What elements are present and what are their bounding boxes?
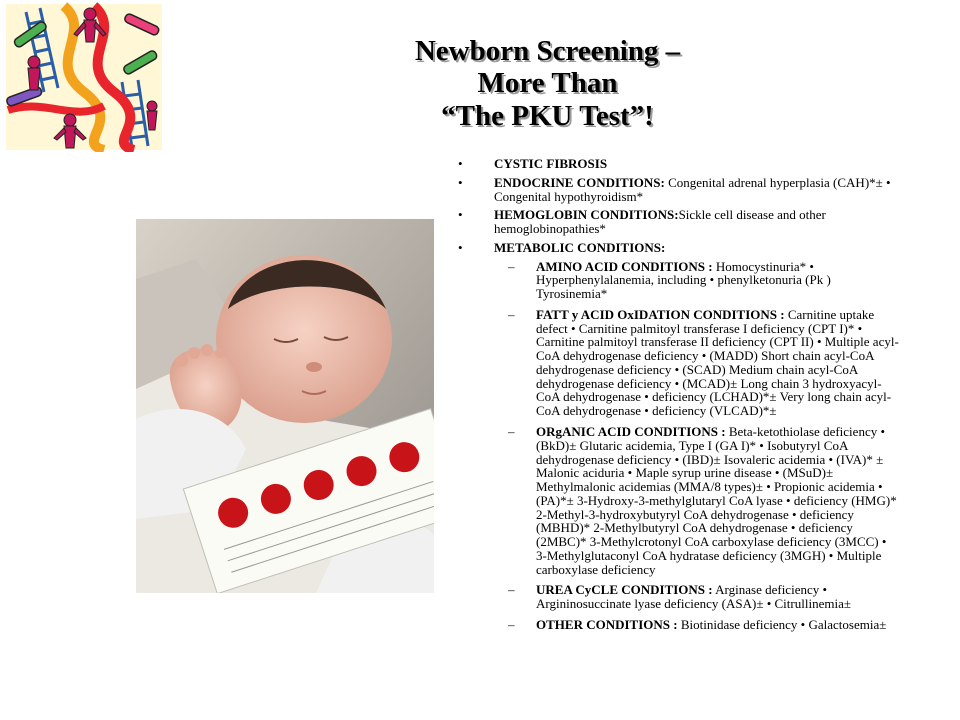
- sub-list-item: [494, 425, 900, 576]
- bullet: •: [458, 239, 463, 255]
- dash: –: [508, 616, 515, 632]
- sub-list-item: [494, 583, 900, 611]
- title-line-2: More Than: [477, 67, 618, 100]
- list-item: [458, 157, 900, 171]
- bullet: •: [458, 207, 463, 223]
- item-text: Congenital adrenal hyperplasia (CAH)*± • Congenital hypothyroidism*: [494, 174, 891, 204]
- dash: –: [508, 306, 515, 322]
- list-item: [458, 176, 900, 204]
- sub-list-item: [494, 260, 900, 301]
- item-label: HEMOGLOBIN CONDITIONS:: [494, 207, 679, 223]
- sub-item-label: AMINO ACID CONDITIONS :: [536, 258, 713, 274]
- bullet: •: [458, 174, 463, 190]
- conditions-list: [458, 157, 900, 639]
- sub-item-text: Arginase deficiency • Argininosuccinate lyase deficiency (ASA)± • Citrullinemia±: [536, 582, 851, 612]
- item-label: CYSTIC FIBROSIS: [494, 156, 608, 171]
- item-label: ENDOCRINE CONDITIONS:: [494, 174, 665, 190]
- sub-item-text: Homocystinuria* • Hyperphenylalanemia, including • phenylketonuria (Pk ) Tyrosinemia*: [536, 258, 831, 302]
- dna-people-clipart-icon: [4, 2, 164, 152]
- slide-title: [395, 35, 700, 132]
- sub-item-label: FATT y ACID OxIDATION CONDITIONS :: [536, 306, 785, 322]
- sub-list-item: [494, 308, 900, 418]
- bullet: •: [458, 156, 463, 171]
- dash: –: [508, 424, 515, 440]
- title-line-3: “The PKU Test”!: [441, 99, 654, 132]
- dash: –: [508, 582, 515, 598]
- newborn-heel-blood-card-photo: [136, 219, 434, 593]
- sub-item-text: Biotinidase deficiency • Galactosemia±: [677, 616, 887, 632]
- item-text: Sickle cell disease and other hemoglobinopathies*: [494, 207, 826, 237]
- sub-item-label: OTHER CONDITIONS :: [536, 616, 678, 632]
- dash: –: [508, 258, 515, 274]
- sub-list-item: [494, 618, 900, 632]
- list-item: [458, 208, 900, 236]
- sub-item-label: ORgANIC ACID CONDITIONS :: [536, 424, 726, 440]
- list-item: [458, 241, 900, 255]
- sub-item-text: Beta-ketothiolase deficiency • (BkD)± Glutaric acidemia, Type I (GA I)* • Isobutyryl CoA dehydrogenase deficiency • (IBD)± Isovaleric acidemia • (IVA)* ± Malonic aciduria • Maple syrup urine disease • (MSuD)± Methylmalonic acidemias (MMA/8 types)± • Propionic acidemia • (PA)*± 3-Hydroxy-3-methylglutaryl CoA lyase • deficiency (HMG)* 2-Methyl-3-hydroxybutyryl CoA dehydrogenase • deficiency (MBHD)* 2-Methylbutyryl CoA dehydrogenase • deficiency (2MBC)* 3-Methylcrotonyl CoA carboxylase deficiency (3MCC) • 3-Methylglutaconyl CoA hydratase deficiency (3MGH) • Multiple carboxylase deficiency: [536, 424, 897, 577]
- metabolic-sub-list: [458, 260, 900, 632]
- item-label: METABOLIC CONDITIONS:: [494, 239, 666, 255]
- sub-item-text: Carnitine uptake defect • Carnitine palmitoyl transferase I deficiency (CPT I)* • Carnitine palmitoyl transferase II deficiency (CPT II) • Multiple acyl-CoA dehydrogenase deficiency • (MADD) Short chain acyl-CoA dehydrogenase deficiency • (SCAD) Medium chain acyl-CoA dehydrogenase deficiency • (MCAD)± Long chain 3 hydroxyacyl-CoA dehydrogenase • deficiency (LCHAD)*± Very long chain acyl-CoA dehydrogenase • deficiency (VLCAD)*±: [536, 306, 899, 419]
- title-line-1: Newborn Screening –: [414, 35, 681, 67]
- sub-item-label: UREA CyCLE CONDITIONS :: [536, 582, 713, 598]
